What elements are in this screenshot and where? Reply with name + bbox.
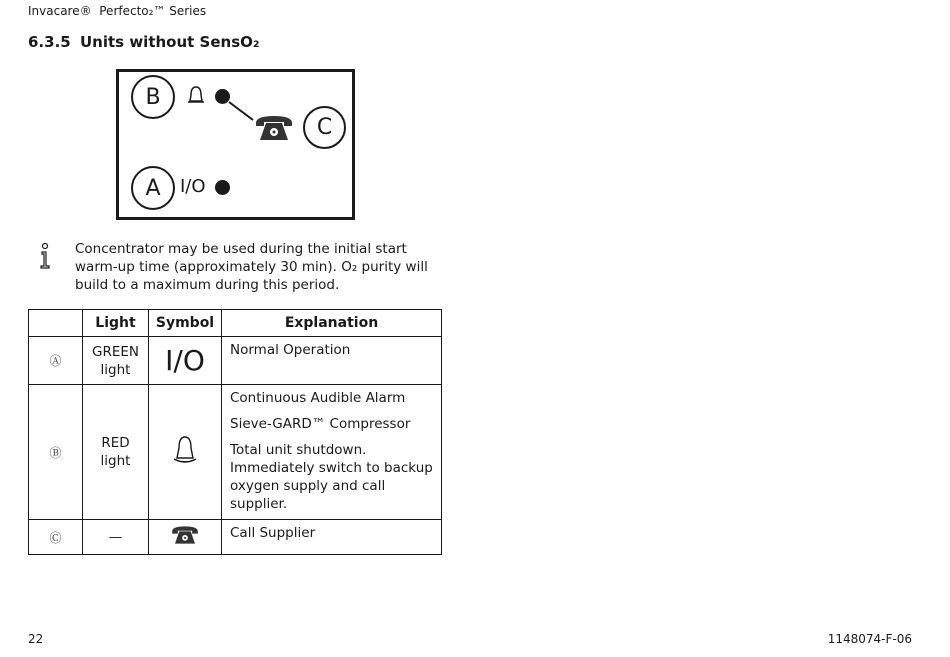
- explanation-line: Call Supplier: [230, 525, 316, 541]
- table-row: [29, 385, 442, 520]
- header-light: Light: [83, 310, 149, 337]
- indicator-panel-diagram: [116, 69, 355, 220]
- header-symbol: Symbol: [149, 310, 222, 337]
- explanation-line: Sieve-GARD™ Compressor: [230, 416, 411, 432]
- bell-icon: [171, 434, 199, 466]
- info-note-text: Concentrator may be used during the initial start warm-up time (approximately 30 min). O₂ purity will build to a maximum during this period.: [75, 241, 428, 293]
- header-marker: [29, 310, 83, 337]
- symbol-cell: [149, 385, 222, 520]
- explanation-cell: [222, 337, 442, 385]
- explanation-cell: [222, 385, 442, 520]
- row-marker: Ⓑ: [29, 385, 83, 520]
- bell-icon: [185, 85, 207, 107]
- light-cell: [83, 337, 149, 385]
- light-word: light: [100, 361, 131, 378]
- info-icon: [38, 242, 52, 270]
- callout-a: A: [131, 166, 175, 210]
- symbol-cell: [149, 520, 222, 555]
- explanation-line: Total unit shutdown. Immediately switch to backup oxygen supply and call supplier.: [230, 442, 433, 512]
- light-word: light: [100, 453, 131, 469]
- light-cell: [83, 385, 149, 520]
- light-color: RED: [101, 435, 130, 451]
- explanation-line: Normal Operation: [230, 342, 351, 358]
- model-name: Perfecto₂™ Series: [99, 4, 207, 18]
- io-symbol: I/O: [149, 337, 222, 385]
- table-header-row: [29, 310, 442, 337]
- section-number: 6.3.5: [28, 33, 71, 51]
- telephone-icon: [170, 524, 200, 546]
- light-cell: —: [83, 520, 149, 555]
- row-marker: Ⓐ: [29, 337, 83, 385]
- header-explanation: Explanation: [222, 310, 442, 337]
- explanation-cell: [222, 520, 442, 555]
- explanation-line: Continuous Audible Alarm: [230, 390, 406, 406]
- power-light: [215, 180, 230, 195]
- page-number: 22: [28, 632, 44, 646]
- section-heading: [28, 33, 259, 51]
- io-label: I/O: [180, 176, 206, 197]
- section-title: Units without SensO₂: [80, 33, 260, 51]
- callout-c: C: [303, 106, 346, 149]
- page-header: [28, 4, 206, 18]
- table-row: [29, 337, 442, 385]
- brand-name: Invacare®: [28, 4, 92, 18]
- light-color: GREEN: [92, 343, 139, 360]
- table-row: [29, 520, 442, 555]
- telephone-icon: [253, 114, 295, 142]
- document-number: 1148074-F-06: [827, 632, 912, 646]
- row-marker: Ⓒ: [29, 520, 83, 555]
- callout-b: B: [131, 75, 175, 119]
- indicator-table: [28, 309, 442, 555]
